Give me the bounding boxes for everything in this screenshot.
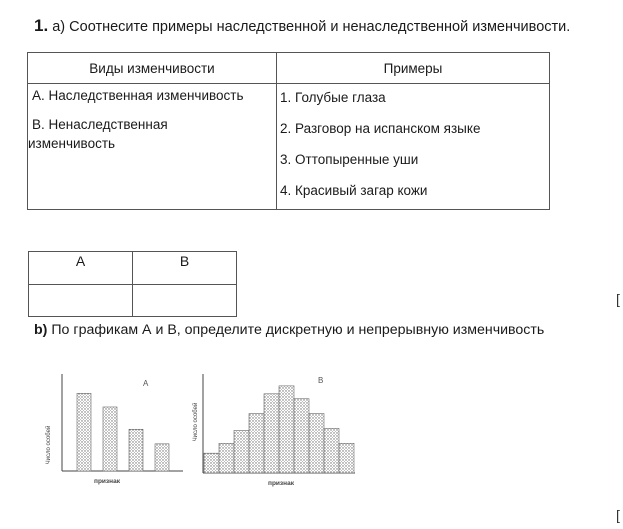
margin-bracket: [ [616,291,620,307]
example-text: Оттопыренные уши [295,152,419,167]
example-num: 3. [280,152,292,167]
bar [129,429,143,471]
example-num: 4. [280,183,292,198]
bar [309,414,324,473]
task-part-b-instruction: По графикам А и В, определите дискретную и непрерывную изменчивость [51,322,545,338]
example-num: 1. [280,90,292,105]
bar [279,386,294,473]
y-axis-label: Число особей [46,425,52,465]
bar [103,407,117,471]
x-axis-label: признак [94,478,120,485]
task-number: 1. [34,16,49,35]
bar [234,430,249,473]
type-b-label-line2: изменчивость [28,136,116,151]
example-text: Голубые глаза [295,90,386,105]
task-part-label: a) [52,19,66,35]
task-instruction: Соотнесите примеры наследственной и ненаследственной изменчивости. [69,19,571,35]
x-axis-label: признак [268,480,294,487]
example-text: Красивый загар кожи [295,183,428,198]
example-num: 2. [280,121,292,136]
header-examples: Примеры [277,53,550,84]
bar [294,399,309,473]
bar [219,443,234,473]
bar [204,453,219,473]
header-types: Виды изменчивости [28,53,277,84]
bar [264,394,279,473]
chart-title: В [318,376,324,385]
bar [249,414,264,473]
type-a-letter: А. [32,88,45,103]
type-b-letter: B. [32,117,45,132]
type-a-label: Наследственная изменчивость [48,88,244,103]
y-axis-label: Число особей [193,402,199,442]
chart-title: А [143,379,149,388]
chart-a [45,374,183,485]
bar [324,428,339,473]
bar [339,443,354,473]
type-b-label-line1: Ненаследственная [48,117,168,132]
answer-header-a-label: А [75,253,86,269]
task-part-b-label: b) [34,322,48,338]
example-text: Разговор на испанском языке [295,121,481,136]
bar [77,393,91,471]
answer-header-b-label: В [179,253,190,269]
margin-bracket: [ [616,507,620,523]
bar [155,444,169,471]
chart-b [192,374,355,487]
